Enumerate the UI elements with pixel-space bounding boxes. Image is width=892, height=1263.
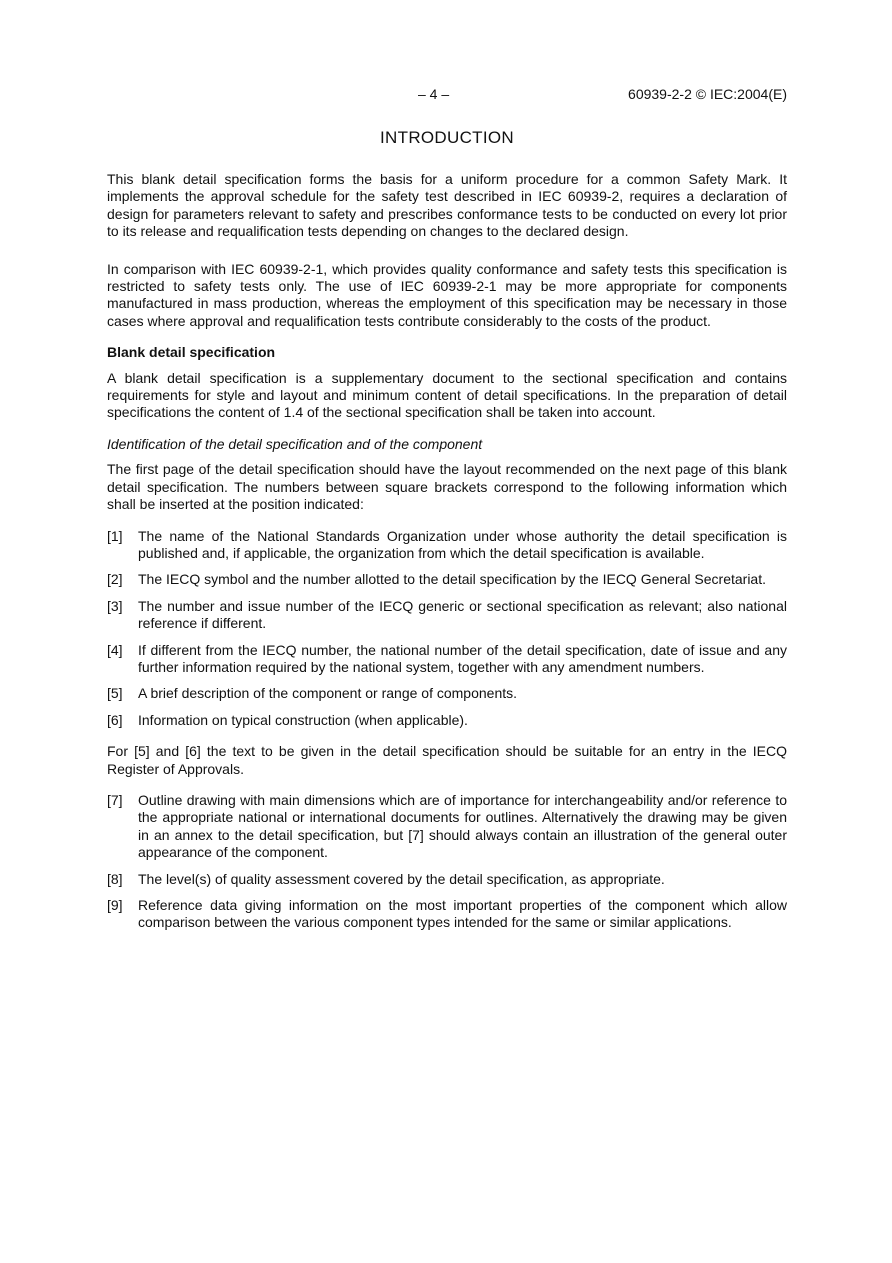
list-item-number: [9] (107, 897, 123, 913)
first-page-paragraph: The first page of the detail specification should have the layout recommended on the next page of this blank detail specification. The numbers between square brackets correspond to the following information which shall be inserted at the position indicated: (107, 461, 787, 513)
list-item (107, 712, 787, 729)
numbered-list-a (107, 528, 787, 730)
page-title: INTRODUCTION (380, 128, 514, 147)
page-header (107, 86, 787, 106)
list-item-number: [5] (107, 685, 123, 702)
list-item-number: [2] (107, 571, 123, 588)
section-heading: Blank detail specification (107, 344, 276, 361)
list-item-text: The level(s) of quality assessment covered by the detail specification, as appropriate. (138, 870, 665, 887)
list-item-text: Outline drawing with main dimensions which are of importance for interchangeability and/or reference to the appropriate national or international documents for outlines. Alternatively the drawing may be given in an annex to the detail specification, but [7] should always contain an illustration of the general outer appearance of the component. (138, 791, 787, 861)
list-item (107, 571, 787, 588)
page-number: – 4 – (418, 86, 450, 102)
numbered-list-b (107, 792, 787, 932)
list-item-number: [4] (107, 641, 123, 658)
document-id: 60939-2-2 © IEC:2004(E) (628, 86, 787, 102)
list-item-text: A brief description of the component or range of components. (138, 685, 518, 702)
list-item-number: [1] (107, 527, 123, 544)
blank-spec-paragraph: A blank detail specification is a supplementary document to the sectional specification and contains requirements for style and layout and minimum content of detail specifications. In the preparation of detail specifications the content of 1.4 of the sectional specification shall be taken into account. (107, 369, 787, 421)
list-item-number: [7] (107, 791, 123, 808)
list-item-text: The number and issue number of the IECQ generic or sectional specification as relevant; also national reference if different. (138, 597, 787, 632)
subsection-heading: Identification of the detail specification and of the component (107, 435, 483, 452)
document-body (107, 171, 787, 941)
list-item-number: [8] (107, 870, 123, 887)
list-item (107, 528, 787, 563)
intro-paragraph-2: In comparison with IEC 60939-2-1, which provides quality conformance and safety tests this specification is restricted to safety tests only. The use of IEC 60939-2-1 may be more appropriate for components manufactured in mass production, whereas the employment of this specification may be necessary in those cases where approval and requalification tests contribute considerably to the costs of the product. (107, 260, 787, 329)
intro-paragraph-1: This blank detail specification forms the basis for a uniform procedure for a common Safety Mark. It implements the approval schedule for the safety test described in IEC 60939-2, requires a declaration of design for parameters relevant to safety and prescribes conformance tests to be conducted on every lot prior to its release and requalification tests depending on changes to the declared design. (107, 171, 787, 240)
list-item-text: The name of the National Standards Organization under whose authority the detail specification is published and, if applicable, the organization from which the detail specification is available. (138, 527, 787, 561)
list-item-text: The IECQ symbol and the number allotted to the detail specification by the IECQ General Secretariat. (138, 571, 766, 588)
list-item (107, 642, 787, 677)
register-paragraph: For [5] and [6] the text to be given in the detail specification should be suitable for an entry in the IECQ Register of Approvals. (107, 743, 787, 777)
list-item-text: Reference data giving information on the most important properties of the component which allow comparison between the various component types intended for the same or similar applications. (138, 897, 787, 931)
list-item-text: If different from the IECQ number, the national number of the detail specification, date of issue and any further information required by the national system, together with any amendment numbers. (138, 641, 787, 675)
list-item (107, 897, 787, 932)
list-item (107, 871, 787, 888)
list-item (107, 685, 787, 702)
list-item-text: Information on typical construction (when applicable). (138, 711, 468, 728)
list-item (107, 792, 787, 862)
list-item-number: [3] (107, 597, 123, 614)
list-item-number: [6] (107, 711, 123, 728)
list-item (107, 598, 787, 633)
